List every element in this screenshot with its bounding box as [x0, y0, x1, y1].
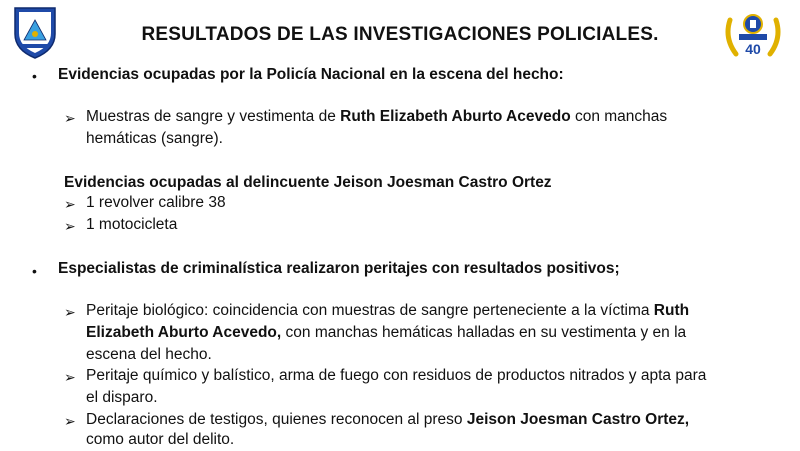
arrow-bullet-icon: ➢ — [64, 369, 76, 385]
arrow-bullet-icon: ➢ — [64, 110, 76, 126]
list-item-continuation: escena del hecho. — [86, 346, 212, 363]
list-item: Peritaje químico y balístico, arma de fuego con residuos de productos nitrados y apta para — [86, 367, 707, 384]
arrow-bullet-icon: ➢ — [64, 413, 76, 429]
list-item — [86, 409, 764, 431]
victim-name: Elizabeth Aburto Acevedo, — [86, 324, 282, 341]
list-item — [86, 106, 764, 128]
bullet-icon: • — [32, 263, 37, 279]
page-title: RESULTADOS DE LAS INVESTIGACIONES POLICIALES. — [141, 24, 659, 45]
arrow-bullet-icon: ➢ — [64, 196, 76, 212]
badge-number: 40 — [745, 41, 761, 57]
list-item-continuation: el disparo. — [86, 389, 158, 406]
victim-name: Ruth — [653, 302, 690, 319]
arrow-bullet-icon: ➢ — [64, 304, 76, 320]
subheading: Evidencias ocupadas al delincuente Jeison Joesman Castro Ortez — [64, 174, 552, 191]
list-item-continuation: hemáticas (sangre). — [86, 130, 223, 147]
item-text: Peritaje biológico: coincidencia con muestras de sangre perteneciente a la víctima — [86, 302, 654, 319]
item-text: con manchas hemáticas halladas en su vestimenta y en la — [281, 324, 687, 341]
victim-name: Ruth Elizabeth Aburto Acevedo — [340, 108, 571, 125]
list-item: 1 revolver calibre 38 — [86, 194, 226, 211]
item-text: con manchas — [570, 108, 668, 125]
item-text: Declaraciones de testigos, quienes reconocen al preso — [86, 411, 467, 428]
list-item-continuation: como autor del delito. — [86, 431, 235, 448]
section-heading: Evidencias ocupadas por la Policía Nacional en la escena del hecho: — [58, 66, 564, 83]
section-heading: Especialistas de criminalística realizaron peritajes con resultados positivos; — [58, 260, 620, 277]
list-item: 1 motocicleta — [86, 216, 178, 233]
suspect-name: Jeison Joesman Castro Ortez, — [466, 411, 690, 428]
arrow-bullet-icon: ➢ — [64, 218, 76, 234]
bullet-icon: • — [32, 68, 37, 84]
item-text: Muestras de sangre y vestimenta de — [86, 108, 341, 125]
list-item — [86, 300, 764, 322]
list-item-continuation — [86, 322, 764, 344]
